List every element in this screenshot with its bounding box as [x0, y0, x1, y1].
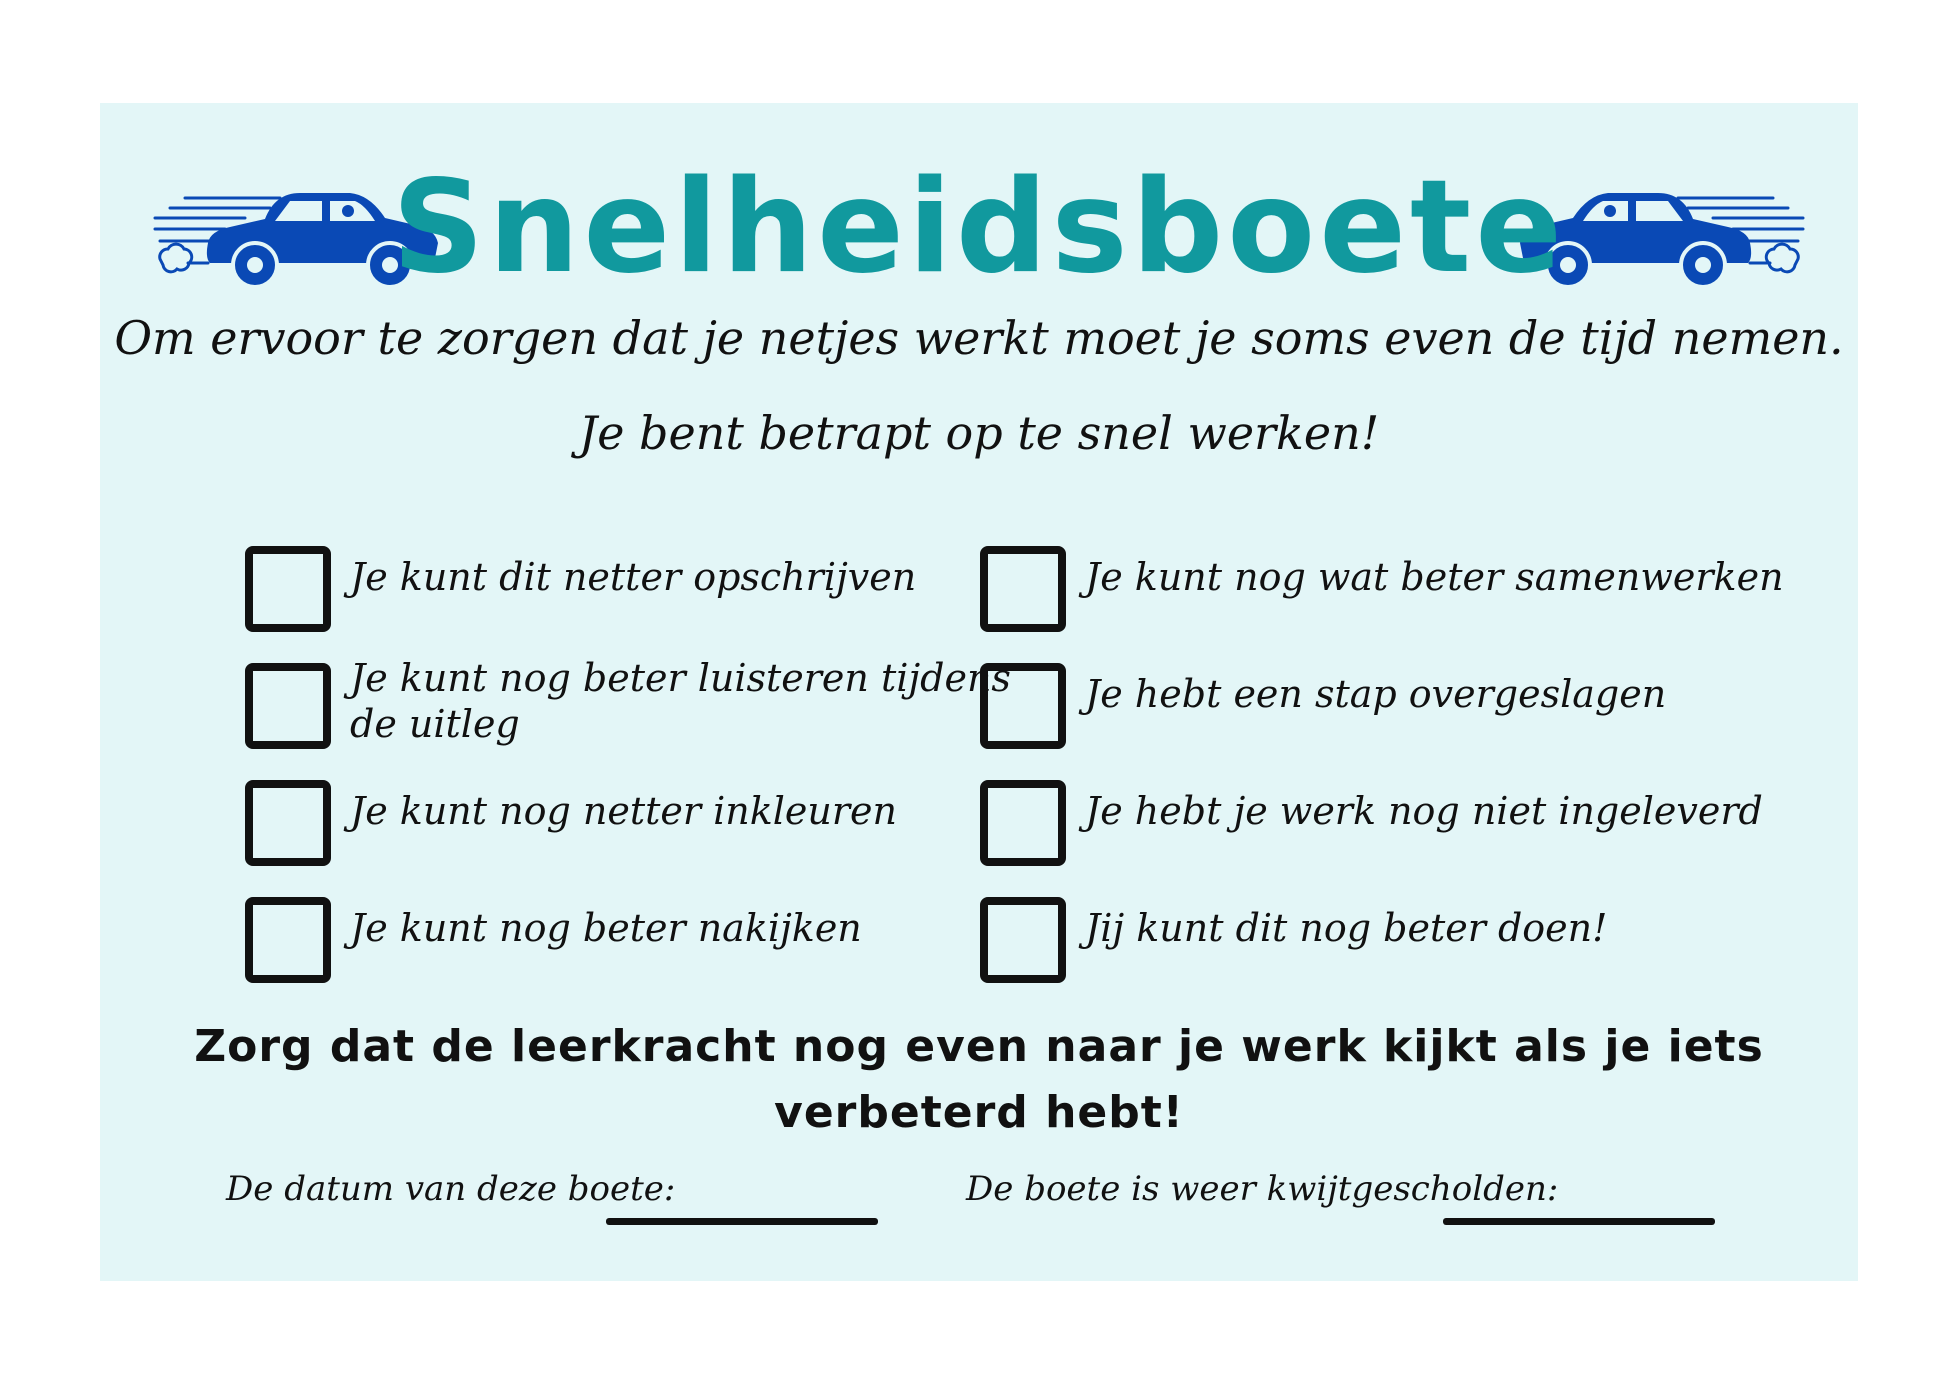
- note-line-1: Zorg dat de leerkracht nog even naar je werk kijkt als je iets: [194, 1021, 1764, 1072]
- date-label: De datum van deze boete:: [226, 1169, 676, 1209]
- page-title: Snelheidsboete: [392, 153, 1566, 302]
- checkbox[interactable]: [245, 780, 331, 866]
- checkbox[interactable]: [245, 546, 331, 632]
- cleared-label: De boete is weer kwijtgescholden:: [966, 1169, 1559, 1209]
- checklist-item-label: Jij kunt dit nog beter doen!: [1085, 906, 1608, 950]
- checklist-item-label: Je kunt nog wat beter samenwerken: [1085, 555, 1784, 599]
- intro-line-1: Om ervoor te zorgen dat je netjes werkt moet je soms even de tijd nemen.: [114, 311, 1844, 365]
- checklist-item-label: Je kunt nog beter luisteren tijdens: [350, 656, 1011, 700]
- checkbox[interactable]: [980, 546, 1066, 632]
- intro-line-2: Je bent betrapt op te snel werken!: [578, 406, 1380, 460]
- cleared-signature-line[interactable]: [1443, 1218, 1715, 1225]
- checkbox[interactable]: [980, 780, 1066, 866]
- note-line-2: verbeterd hebt!: [774, 1087, 1184, 1138]
- checklist-item-label: Je hebt een stap overgeslagen: [1085, 672, 1667, 716]
- checklist-item-label-cont: de uitleg: [350, 702, 520, 746]
- checklist-item-label: Je hebt je werk nog niet ingeleverd: [1085, 789, 1763, 833]
- checklist-item-label: Je kunt nog beter nakijken: [350, 906, 862, 950]
- checkbox[interactable]: [980, 663, 1066, 749]
- checkbox[interactable]: [245, 663, 331, 749]
- checklist-item-label: Je kunt nog netter inkleuren: [350, 789, 898, 833]
- date-signature-line[interactable]: [606, 1218, 878, 1225]
- speeding-ticket-card: [100, 103, 1858, 1281]
- checkbox[interactable]: [245, 897, 331, 983]
- checklist-item-label: Je kunt dit netter opschrijven: [350, 555, 917, 599]
- checkbox[interactable]: [980, 897, 1066, 983]
